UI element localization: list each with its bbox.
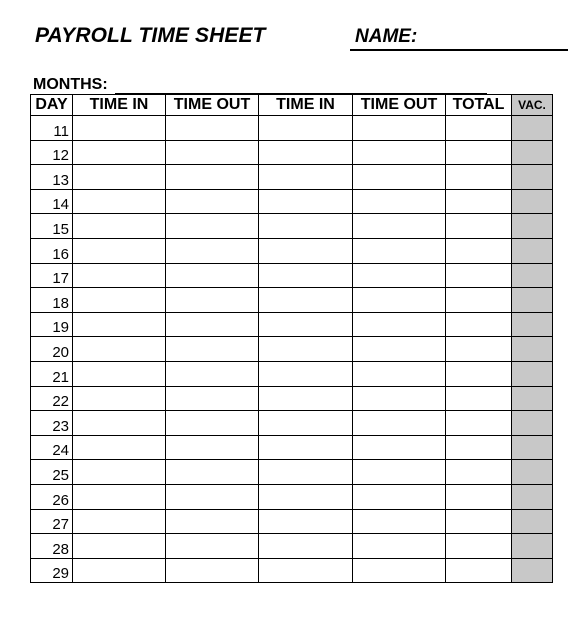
day-cell: 22 [31, 386, 73, 411]
time-out-2-cell[interactable] [353, 386, 446, 411]
time-out-1-cell[interactable] [166, 189, 259, 214]
time-in-2-cell[interactable] [259, 509, 353, 534]
time-in-1-cell[interactable] [73, 386, 166, 411]
table-row [31, 116, 553, 141]
vac-cell[interactable] [512, 337, 553, 362]
day-cell: 23 [31, 411, 73, 436]
total-cell[interactable] [446, 116, 512, 141]
vac-cell[interactable] [512, 116, 553, 141]
day-cell: 18 [31, 288, 73, 313]
time-out-1-cell[interactable] [166, 361, 259, 386]
name-label: NAME: [355, 26, 418, 47]
time-in-2-cell[interactable] [259, 411, 353, 436]
total-cell[interactable] [446, 484, 512, 509]
table-row [31, 140, 553, 165]
total-cell[interactable] [446, 214, 512, 239]
time-in-2-cell[interactable] [259, 189, 353, 214]
vac-cell[interactable] [512, 509, 553, 534]
time-out-1-cell[interactable] [166, 534, 259, 559]
vac-cell[interactable] [512, 165, 553, 190]
column-header-day: DAY [31, 95, 73, 116]
time-in-1-cell[interactable] [73, 435, 166, 460]
time-out-1-cell[interactable] [166, 460, 259, 485]
months-label: MONTHS: [33, 76, 108, 93]
total-cell[interactable] [446, 361, 512, 386]
time-out-2-cell[interactable] [353, 140, 446, 165]
vac-cell[interactable] [512, 361, 553, 386]
vac-cell[interactable] [512, 411, 553, 436]
time-in-1-cell[interactable] [73, 411, 166, 436]
time-out-1-cell[interactable] [166, 116, 259, 141]
time-out-1-cell[interactable] [166, 484, 259, 509]
total-cell[interactable] [446, 337, 512, 362]
vac-cell[interactable] [512, 484, 553, 509]
column-header-time-in-2: TIME IN [259, 95, 353, 116]
table-row [31, 238, 553, 263]
day-cell: 20 [31, 337, 73, 362]
time-out-1-cell[interactable] [166, 435, 259, 460]
table-row [31, 386, 553, 411]
time-out-2-cell[interactable] [353, 534, 446, 559]
total-cell[interactable] [446, 140, 512, 165]
vac-cell[interactable] [512, 386, 553, 411]
time-in-1-cell[interactable] [73, 460, 166, 485]
time-out-1-cell[interactable] [166, 386, 259, 411]
table-row [31, 509, 553, 534]
time-in-2-cell[interactable] [259, 534, 353, 559]
time-in-2-cell[interactable] [259, 214, 353, 239]
time-out-1-cell[interactable] [166, 337, 259, 362]
vac-cell[interactable] [512, 558, 553, 583]
total-cell[interactable] [446, 534, 512, 559]
time-in-2-cell[interactable] [259, 165, 353, 190]
time-out-2-cell[interactable] [353, 361, 446, 386]
time-in-1-cell[interactable] [73, 337, 166, 362]
vac-cell[interactable] [512, 534, 553, 559]
time-out-2-cell[interactable] [353, 288, 446, 313]
time-in-1-cell[interactable] [73, 214, 166, 239]
time-in-2-cell[interactable] [259, 116, 353, 141]
total-cell[interactable] [446, 165, 512, 190]
time-out-1-cell[interactable] [166, 263, 259, 288]
table-row [31, 361, 553, 386]
time-out-1-cell[interactable] [166, 140, 259, 165]
vac-cell[interactable] [512, 263, 553, 288]
timesheet-table [30, 94, 553, 583]
time-in-2-cell[interactable] [259, 460, 353, 485]
time-out-2-cell[interactable] [353, 484, 446, 509]
time-in-1-cell[interactable] [73, 116, 166, 141]
day-cell: 26 [31, 484, 73, 509]
vac-cell[interactable] [512, 238, 553, 263]
vac-cell[interactable] [512, 460, 553, 485]
total-cell[interactable] [446, 189, 512, 214]
vac-cell[interactable] [512, 288, 553, 313]
time-out-1-cell[interactable] [166, 509, 259, 534]
time-out-2-cell[interactable] [353, 435, 446, 460]
time-out-2-cell[interactable] [353, 165, 446, 190]
time-in-1-cell[interactable] [73, 189, 166, 214]
time-out-2-cell[interactable] [353, 238, 446, 263]
time-out-2-cell[interactable] [353, 558, 446, 583]
time-out-2-cell[interactable] [353, 116, 446, 141]
vac-cell[interactable] [512, 312, 553, 337]
time-out-1-cell[interactable] [166, 411, 259, 436]
time-in-1-cell[interactable] [73, 558, 166, 583]
day-cell: 13 [31, 165, 73, 190]
time-out-2-cell[interactable] [353, 189, 446, 214]
total-cell[interactable] [446, 238, 512, 263]
time-in-1-cell[interactable] [73, 165, 166, 190]
total-cell[interactable] [446, 386, 512, 411]
time-in-2-cell[interactable] [259, 558, 353, 583]
day-cell: 24 [31, 435, 73, 460]
table-row [31, 484, 553, 509]
time-in-1-cell[interactable] [73, 534, 166, 559]
table-row [31, 263, 553, 288]
time-out-1-cell[interactable] [166, 288, 259, 313]
day-cell: 25 [31, 460, 73, 485]
table-row [31, 435, 553, 460]
time-in-2-cell[interactable] [259, 140, 353, 165]
page-title: PAYROLL TIME SHEET [35, 24, 266, 47]
day-cell: 17 [31, 263, 73, 288]
time-in-2-cell[interactable] [259, 312, 353, 337]
header-row [31, 95, 553, 116]
time-in-2-cell[interactable] [259, 361, 353, 386]
day-cell: 11 [31, 116, 73, 141]
day-cell: 27 [31, 509, 73, 534]
time-in-1-cell[interactable] [73, 140, 166, 165]
total-cell[interactable] [446, 411, 512, 436]
time-in-1-cell[interactable] [73, 263, 166, 288]
total-cell[interactable] [446, 263, 512, 288]
time-in-2-cell[interactable] [259, 263, 353, 288]
day-cell: 14 [31, 189, 73, 214]
time-out-2-cell[interactable] [353, 460, 446, 485]
day-cell: 12 [31, 140, 73, 165]
total-cell[interactable] [446, 558, 512, 583]
time-in-1-cell[interactable] [73, 238, 166, 263]
time-out-2-cell[interactable] [353, 509, 446, 534]
time-out-1-cell[interactable] [166, 312, 259, 337]
total-cell[interactable] [446, 509, 512, 534]
table-row [31, 312, 553, 337]
time-in-1-cell[interactable] [73, 484, 166, 509]
time-in-1-cell[interactable] [73, 312, 166, 337]
vac-cell[interactable] [512, 435, 553, 460]
total-cell[interactable] [446, 312, 512, 337]
time-in-2-cell[interactable] [259, 337, 353, 362]
time-out-1-cell[interactable] [166, 238, 259, 263]
column-header-total: TOTAL [446, 95, 512, 116]
time-in-2-cell[interactable] [259, 386, 353, 411]
time-out-1-cell[interactable] [166, 214, 259, 239]
day-cell: 15 [31, 214, 73, 239]
time-out-2-cell[interactable] [353, 214, 446, 239]
total-cell[interactable] [446, 435, 512, 460]
table-row [31, 214, 553, 239]
vac-cell[interactable] [512, 214, 553, 239]
time-out-2-cell[interactable] [353, 263, 446, 288]
table-row [31, 534, 553, 559]
vac-cell[interactable] [512, 189, 553, 214]
total-cell[interactable] [446, 288, 512, 313]
time-in-2-cell[interactable] [259, 484, 353, 509]
time-out-2-cell[interactable] [353, 337, 446, 362]
day-cell: 16 [31, 238, 73, 263]
table-row [31, 337, 553, 362]
table-row [31, 165, 553, 190]
name-field-line[interactable] [350, 49, 568, 51]
table-row [31, 288, 553, 313]
table-row [31, 411, 553, 436]
time-in-2-cell[interactable] [259, 238, 353, 263]
time-out-2-cell[interactable] [353, 411, 446, 436]
column-header-vac: VAC. [512, 95, 553, 116]
total-cell[interactable] [446, 460, 512, 485]
time-in-1-cell[interactable] [73, 509, 166, 534]
table-row [31, 460, 553, 485]
time-out-1-cell[interactable] [166, 165, 259, 190]
column-header-time-in-1: TIME IN [73, 95, 166, 116]
time-out-2-cell[interactable] [353, 312, 446, 337]
time-in-1-cell[interactable] [73, 288, 166, 313]
day-cell: 19 [31, 312, 73, 337]
vac-cell[interactable] [512, 140, 553, 165]
table-row [31, 189, 553, 214]
time-out-1-cell[interactable] [166, 558, 259, 583]
time-in-2-cell[interactable] [259, 288, 353, 313]
table-row [31, 558, 553, 583]
day-cell: 29 [31, 558, 73, 583]
column-header-time-out-2: TIME OUT [353, 95, 446, 116]
time-in-1-cell[interactable] [73, 361, 166, 386]
column-header-time-out-1: TIME OUT [166, 95, 259, 116]
time-in-2-cell[interactable] [259, 435, 353, 460]
day-cell: 21 [31, 361, 73, 386]
day-cell: 28 [31, 534, 73, 559]
